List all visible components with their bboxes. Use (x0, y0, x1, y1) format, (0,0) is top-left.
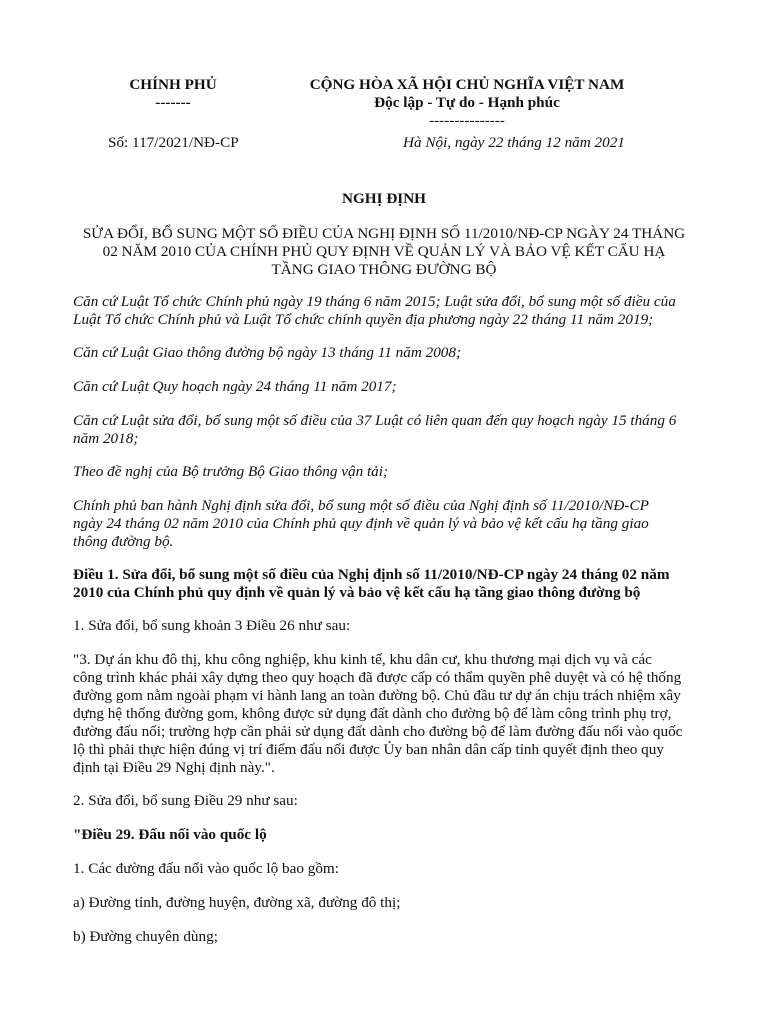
text-line: Căn cứ Luật sửa đổi, bổ sung một số điều của 37 Luật có liên quan đến quy hoạch ngày 15 tháng 6 (73, 412, 677, 429)
place-and-date: Hà Nội, ngày 22 tháng 12 năm 2021 (403, 134, 625, 151)
text-line: "Điều 29. Đấu nối vào quốc lộ (73, 826, 267, 843)
text-line: Luật Tổ chức Chính phủ và Luật Tổ chức chính quyền địa phương ngày 22 tháng 11 năm 2019; (73, 311, 654, 328)
text-line: 1. Các đường đấu nối vào quốc lộ bao gồm: (73, 860, 339, 877)
text-line: ngày 24 tháng 02 năm 2010 của Chính phủ quy định về quản lý và bảo vệ kết cấu hạ tầng giao (73, 515, 649, 532)
motto-rule: --------------- (429, 112, 505, 129)
preamble-paragraph (73, 412, 713, 447)
preamble-paragraph (73, 378, 713, 395)
national-motto-block (262, 76, 672, 129)
preamble-paragraph (73, 293, 713, 328)
text-line: a) Đường tỉnh, đường huyện, đường xã, đường đô thị; (73, 894, 401, 911)
document-number: Số: 117/2021/NĐ-CP (108, 134, 239, 151)
issuing-agency-block (108, 76, 238, 111)
text-line: 2010 của Chính phủ quy định về quản lý và bảo vệ kết cấu hạ tầng giao thông đường bộ (73, 584, 641, 601)
text-line: công trình khác phải xây dựng theo quy hoạch đã được cấp có thẩm quyền phê duyệt và có hệ thống (73, 669, 682, 686)
document-body (73, 293, 713, 962)
document-subtitle (60, 225, 708, 278)
text-line: Chính phủ ban hành Nghị định sửa đổi, bổ sung một số điều của Nghị định số 11/2010/NĐ-CP (73, 497, 649, 514)
text-line: năm 2018; (73, 430, 139, 447)
text-line: Điều 1. Sửa đổi, bổ sung một số điều của Nghị định số 11/2010/NĐ-CP ngày 24 tháng 02 năm (73, 566, 670, 583)
text-line: đường gom nằm ngoài phạm vi hành lang an toàn đường bộ. Chủ đầu tư dự án chịu trách nhiệm xây (73, 687, 681, 704)
preamble-paragraph (73, 344, 713, 361)
subtitle-line: SỬA ĐỔI, BỔ SUNG MỘT SỐ ĐIỀU CỦA NGHỊ ĐỊNH SỐ 11/2010/NĐ-CP NGÀY 24 THÁNG (82, 225, 686, 242)
article-29-point-b (73, 928, 713, 945)
text-line: Căn cứ Luật Quy hoạch ngày 24 tháng 11 năm 2017; (73, 378, 397, 395)
text-line: Theo đề nghị của Bộ trưởng Bộ Giao thông vận tải; (73, 463, 389, 480)
text-line: định tại Điều 29 Nghị định này.". (73, 759, 275, 776)
text-line: đường đấu nối; trường hợp cần phải sử dụng đất dành cho đường bộ để làm đường đấu nối vào quốc (73, 723, 683, 740)
text-line: Căn cứ Luật Tổ chức Chính phủ ngày 19 tháng 6 năm 2015; Luật sửa đổi, bổ sung một số điều của (73, 293, 676, 310)
text-line: "3. Dự án khu đô thị, khu công nghiệp, khu kinh tế, khu dân cư, khu thương mại dịch vụ và các (73, 651, 652, 668)
document-title: NGHỊ ĐỊNH (342, 190, 426, 207)
clause-1 (73, 617, 713, 634)
issuing-agency: CHÍNH PHỦ (129, 76, 217, 93)
text-line: Căn cứ Luật Giao thông đường bộ ngày 13 tháng 11 năm 2008; (73, 344, 462, 361)
subtitle-line: TẦNG GIAO THÔNG ĐƯỜNG BỘ (271, 261, 497, 278)
text-line: b) Đường chuyên dùng; (73, 928, 218, 945)
national-motto: Độc lập - Tự do - Hạnh phúc (374, 94, 560, 111)
article-29-heading (73, 826, 713, 843)
preamble-paragraph (73, 463, 713, 480)
text-line: dựng hệ thống đường gom, không được sử dụng đất dành cho đường bộ để làm công trình phụ trợ, (73, 705, 672, 722)
article-1-heading (73, 566, 713, 601)
article-29-clause-1 (73, 860, 713, 877)
article-29-point-a (73, 894, 713, 911)
clause-2 (73, 792, 713, 809)
text-line: thông đường bộ. (73, 533, 174, 550)
preamble-paragraph (73, 497, 713, 550)
national-title: CỘNG HÒA XÃ HỘI CHỦ NGHĨA VIỆT NAM (309, 76, 625, 93)
text-line: 1. Sửa đổi, bổ sung khoản 3 Điều 26 như sau: (73, 617, 351, 634)
text-line: lộ thì phải thực hiện đúng vị trí điểm đấu nối được Ủy ban nhân dân cấp tỉnh quyết định theo quy (73, 741, 664, 758)
clause-1-quote (73, 651, 713, 776)
subtitle-line: 02 NĂM 2010 CỦA CHÍNH PHỦ QUY ĐỊNH VỀ QUẢN LÝ VÀ BẢO VỆ KẾT CẤU HẠ (102, 243, 666, 260)
agency-rule: ------- (155, 94, 191, 111)
text-line: 2. Sửa đổi, bổ sung Điều 29 như sau: (73, 792, 298, 809)
